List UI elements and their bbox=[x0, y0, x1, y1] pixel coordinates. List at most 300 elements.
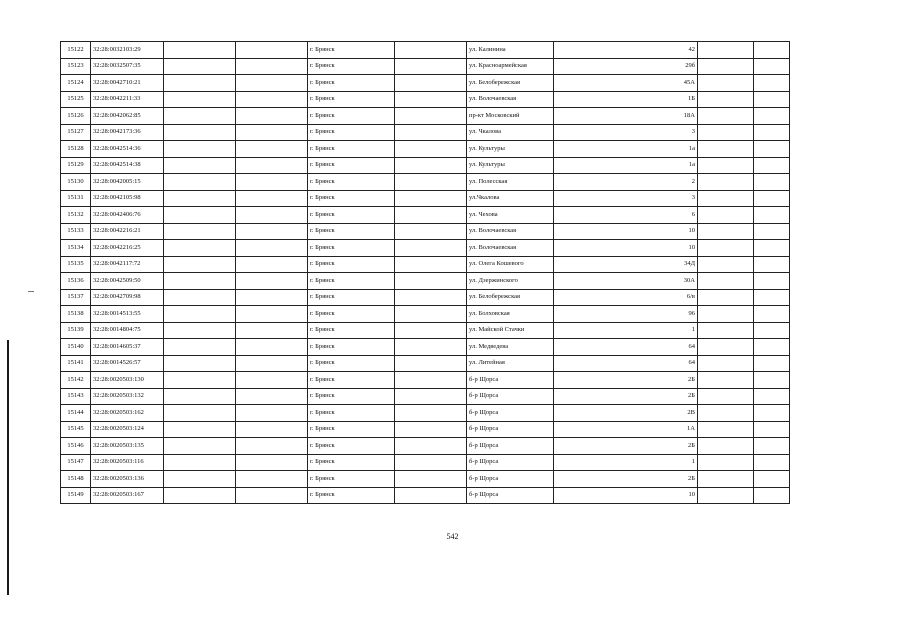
empty-cell bbox=[698, 454, 754, 471]
house-number-cell: 45А bbox=[554, 75, 698, 92]
cadastral-number-cell: 32:28:0020503:136 bbox=[91, 471, 164, 488]
cadastral-number-cell: 32:28:0020503:132 bbox=[91, 388, 164, 405]
empty-cell bbox=[164, 471, 236, 488]
empty-cell bbox=[698, 207, 754, 224]
empty-cell bbox=[164, 487, 236, 504]
city-cell: г. Брянск bbox=[308, 471, 395, 488]
street-cell: б-р Щорса bbox=[467, 471, 554, 488]
empty-cell bbox=[236, 174, 308, 191]
table-row bbox=[61, 438, 790, 455]
empty-cell bbox=[395, 256, 467, 273]
house-number-cell: 6/в bbox=[554, 289, 698, 306]
city-cell: г. Брянск bbox=[308, 124, 395, 141]
city-cell: г. Брянск bbox=[308, 454, 395, 471]
street-cell: ул. Белобережская bbox=[467, 75, 554, 92]
house-number-cell: 10 bbox=[554, 240, 698, 257]
house-number-cell: 6 bbox=[554, 207, 698, 224]
street-cell: б-р Щорса bbox=[467, 438, 554, 455]
table-row bbox=[61, 42, 790, 59]
house-number-cell: 3 bbox=[554, 124, 698, 141]
empty-cell bbox=[698, 339, 754, 356]
house-number-cell: 64 bbox=[554, 339, 698, 356]
empty-cell bbox=[395, 42, 467, 59]
empty-cell bbox=[754, 405, 790, 422]
empty-cell bbox=[236, 372, 308, 389]
city-cell: г. Брянск bbox=[308, 42, 395, 59]
city-cell: г. Брянск bbox=[308, 405, 395, 422]
empty-cell bbox=[164, 141, 236, 158]
empty-cell bbox=[236, 273, 308, 290]
cadastral-number-cell: 32:28:0020503:135 bbox=[91, 438, 164, 455]
empty-cell bbox=[754, 75, 790, 92]
city-cell: г. Брянск bbox=[308, 91, 395, 108]
empty-cell bbox=[395, 421, 467, 438]
table-row bbox=[61, 487, 790, 504]
street-cell: ул. Полесская bbox=[467, 174, 554, 191]
empty-cell bbox=[395, 108, 467, 125]
row-number-cell: 15131 bbox=[61, 190, 91, 207]
cadastral-number-cell: 32:28:0042710:21 bbox=[91, 75, 164, 92]
empty-cell bbox=[395, 339, 467, 356]
empty-cell bbox=[698, 190, 754, 207]
empty-cell bbox=[395, 355, 467, 372]
cadastral-number-cell: 32:28:0042709:98 bbox=[91, 289, 164, 306]
city-cell: г. Брянск bbox=[308, 339, 395, 356]
house-number-cell: 64 bbox=[554, 355, 698, 372]
empty-cell bbox=[164, 157, 236, 174]
empty-cell bbox=[698, 355, 754, 372]
empty-cell bbox=[698, 141, 754, 158]
empty-cell bbox=[164, 454, 236, 471]
cadastral-number-cell: 32:28:0042173:36 bbox=[91, 124, 164, 141]
scan-speck bbox=[28, 291, 34, 292]
empty-cell bbox=[164, 405, 236, 422]
empty-cell bbox=[236, 355, 308, 372]
street-cell: б-р Щорса bbox=[467, 405, 554, 422]
street-cell: ул. Дзержинского bbox=[467, 273, 554, 290]
street-cell: ул. Чехова bbox=[467, 207, 554, 224]
empty-cell bbox=[754, 421, 790, 438]
empty-cell bbox=[698, 91, 754, 108]
table-row bbox=[61, 289, 790, 306]
empty-cell bbox=[236, 421, 308, 438]
row-number-cell: 15142 bbox=[61, 372, 91, 389]
row-number-cell: 15132 bbox=[61, 207, 91, 224]
street-cell: б-р Щорса bbox=[467, 487, 554, 504]
house-number-cell: 2Б bbox=[554, 372, 698, 389]
cadastral-number-cell: 32:28:0042509:50 bbox=[91, 273, 164, 290]
empty-cell bbox=[698, 322, 754, 339]
city-cell: г. Брянск bbox=[308, 289, 395, 306]
empty-cell bbox=[164, 75, 236, 92]
empty-cell bbox=[236, 438, 308, 455]
table-row bbox=[61, 157, 790, 174]
row-number-cell: 15138 bbox=[61, 306, 91, 323]
table-row bbox=[61, 75, 790, 92]
house-number-cell: 2В bbox=[554, 405, 698, 422]
city-cell: г. Брянск bbox=[308, 141, 395, 158]
house-number-cell: 29б bbox=[554, 58, 698, 75]
empty-cell bbox=[395, 273, 467, 290]
empty-cell bbox=[754, 58, 790, 75]
empty-cell bbox=[698, 240, 754, 257]
table-row bbox=[61, 240, 790, 257]
cadastral-number-cell: 32:28:0020503:167 bbox=[91, 487, 164, 504]
row-number-cell: 15127 bbox=[61, 124, 91, 141]
empty-cell bbox=[754, 388, 790, 405]
table-row bbox=[61, 256, 790, 273]
city-cell: г. Брянск bbox=[308, 240, 395, 257]
cadastral-number-cell: 32:28:0042216:21 bbox=[91, 223, 164, 240]
city-cell: г. Брянск bbox=[308, 256, 395, 273]
house-number-cell: 42 bbox=[554, 42, 698, 59]
cadastral-number-cell: 32:28:0032103:29 bbox=[91, 42, 164, 59]
empty-cell bbox=[164, 207, 236, 224]
empty-cell bbox=[236, 339, 308, 356]
empty-cell bbox=[754, 273, 790, 290]
empty-cell bbox=[754, 240, 790, 257]
row-number-cell: 15130 bbox=[61, 174, 91, 191]
city-cell: г. Брянск bbox=[308, 388, 395, 405]
cadastral-number-cell: 32:28:0042514:38 bbox=[91, 157, 164, 174]
cadastral-number-cell: 32:28:0042216:25 bbox=[91, 240, 164, 257]
empty-cell bbox=[754, 372, 790, 389]
empty-cell bbox=[236, 223, 308, 240]
page-number: 542 bbox=[446, 532, 459, 541]
empty-cell bbox=[754, 190, 790, 207]
empty-cell bbox=[164, 108, 236, 125]
row-number-cell: 15140 bbox=[61, 339, 91, 356]
table-row bbox=[61, 58, 790, 75]
street-cell: ул. Болховская bbox=[467, 306, 554, 323]
house-number-cell: 1 bbox=[554, 322, 698, 339]
empty-cell bbox=[236, 157, 308, 174]
city-cell: г. Брянск bbox=[308, 108, 395, 125]
street-cell: ул. Культуры bbox=[467, 157, 554, 174]
empty-cell bbox=[698, 42, 754, 59]
empty-cell bbox=[395, 487, 467, 504]
empty-cell bbox=[395, 157, 467, 174]
empty-cell bbox=[164, 355, 236, 372]
table-row bbox=[61, 388, 790, 405]
empty-cell bbox=[754, 306, 790, 323]
cadastral-number-cell: 32:28:0014526:57 bbox=[91, 355, 164, 372]
empty-cell bbox=[754, 207, 790, 224]
cadastral-number-cell: 32:28:0032507:35 bbox=[91, 58, 164, 75]
table-row bbox=[61, 207, 790, 224]
street-cell: ул. Литейная bbox=[467, 355, 554, 372]
empty-cell bbox=[164, 438, 236, 455]
empty-cell bbox=[754, 322, 790, 339]
row-number-cell: 15124 bbox=[61, 75, 91, 92]
street-cell: ул.Чкалова bbox=[467, 190, 554, 207]
empty-cell bbox=[164, 174, 236, 191]
row-number-cell: 15137 bbox=[61, 289, 91, 306]
empty-cell bbox=[754, 223, 790, 240]
house-number-cell: 2Б bbox=[554, 388, 698, 405]
cadastral-number-cell: 32:28:0020503:130 bbox=[91, 372, 164, 389]
empty-cell bbox=[164, 91, 236, 108]
house-number-cell: 2 bbox=[554, 174, 698, 191]
house-number-cell: 10 bbox=[554, 223, 698, 240]
house-number-cell: 3 bbox=[554, 190, 698, 207]
empty-cell bbox=[236, 75, 308, 92]
empty-cell bbox=[164, 256, 236, 273]
city-cell: г. Брянск bbox=[308, 223, 395, 240]
empty-cell bbox=[236, 207, 308, 224]
city-cell: г. Брянск bbox=[308, 190, 395, 207]
table-row bbox=[61, 108, 790, 125]
cadastral-number-cell: 32:28:0014605:37 bbox=[91, 339, 164, 356]
empty-cell bbox=[164, 322, 236, 339]
table-row bbox=[61, 454, 790, 471]
table-row bbox=[61, 124, 790, 141]
empty-cell bbox=[164, 339, 236, 356]
empty-cell bbox=[698, 75, 754, 92]
city-cell: г. Брянск bbox=[308, 273, 395, 290]
empty-cell bbox=[164, 372, 236, 389]
empty-cell bbox=[395, 289, 467, 306]
table-row bbox=[61, 91, 790, 108]
empty-cell bbox=[164, 190, 236, 207]
row-number-cell: 15139 bbox=[61, 322, 91, 339]
house-number-cell: 10 bbox=[554, 487, 698, 504]
empty-cell bbox=[754, 42, 790, 59]
house-number-cell: 1Б bbox=[554, 91, 698, 108]
row-number-cell: 15148 bbox=[61, 471, 91, 488]
street-cell: ул. Культуры bbox=[467, 141, 554, 158]
cadastral-number-cell: 32:28:0014804:75 bbox=[91, 322, 164, 339]
table-row bbox=[61, 372, 790, 389]
street-cell: ул. Чкалова bbox=[467, 124, 554, 141]
cadastral-number-cell: 32:28:0042005:15 bbox=[91, 174, 164, 191]
empty-cell bbox=[754, 339, 790, 356]
city-cell: г. Брянск bbox=[308, 58, 395, 75]
empty-cell bbox=[395, 190, 467, 207]
empty-cell bbox=[164, 421, 236, 438]
empty-cell bbox=[395, 91, 467, 108]
empty-cell bbox=[236, 190, 308, 207]
cadastral-number-cell: 32:28:0020503:124 bbox=[91, 421, 164, 438]
row-number-cell: 15147 bbox=[61, 454, 91, 471]
empty-cell bbox=[236, 322, 308, 339]
empty-cell bbox=[395, 471, 467, 488]
empty-cell bbox=[395, 141, 467, 158]
cadastral-number-cell: 32:28:0042105:98 bbox=[91, 190, 164, 207]
table-row bbox=[61, 339, 790, 356]
table-row bbox=[61, 223, 790, 240]
row-number-cell: 15134 bbox=[61, 240, 91, 257]
street-cell: ул. Волочаевская bbox=[467, 91, 554, 108]
empty-cell bbox=[698, 289, 754, 306]
empty-cell bbox=[754, 174, 790, 191]
house-number-cell: 96 bbox=[554, 306, 698, 323]
empty-cell bbox=[236, 388, 308, 405]
empty-cell bbox=[754, 471, 790, 488]
city-cell: г. Брянск bbox=[308, 355, 395, 372]
table-row bbox=[61, 190, 790, 207]
table-row bbox=[61, 174, 790, 191]
empty-cell bbox=[395, 454, 467, 471]
empty-cell bbox=[698, 157, 754, 174]
empty-cell bbox=[698, 174, 754, 191]
cadastral-number-cell: 32:28:0042062:85 bbox=[91, 108, 164, 125]
street-cell: ул. Белобережская bbox=[467, 289, 554, 306]
empty-cell bbox=[164, 58, 236, 75]
empty-cell bbox=[754, 157, 790, 174]
cadastral-number-cell: 32:28:0042117:72 bbox=[91, 256, 164, 273]
property-registry-table bbox=[60, 41, 790, 504]
empty-cell bbox=[236, 42, 308, 59]
table-row bbox=[61, 322, 790, 339]
row-number-cell: 15133 bbox=[61, 223, 91, 240]
city-cell: г. Брянск bbox=[308, 75, 395, 92]
empty-cell bbox=[698, 306, 754, 323]
empty-cell bbox=[236, 487, 308, 504]
city-cell: г. Брянск bbox=[308, 438, 395, 455]
empty-cell bbox=[395, 124, 467, 141]
empty-cell bbox=[698, 438, 754, 455]
row-number-cell: 15136 bbox=[61, 273, 91, 290]
empty-cell bbox=[395, 207, 467, 224]
street-cell: б-р Щорса bbox=[467, 454, 554, 471]
empty-cell bbox=[164, 124, 236, 141]
street-cell: ул. Красноармейская bbox=[467, 58, 554, 75]
empty-cell bbox=[236, 256, 308, 273]
cadastral-number-cell: 32:28:0014513:55 bbox=[91, 306, 164, 323]
empty-cell bbox=[164, 388, 236, 405]
empty-cell bbox=[236, 124, 308, 141]
empty-cell bbox=[698, 124, 754, 141]
empty-cell bbox=[236, 240, 308, 257]
empty-cell bbox=[698, 405, 754, 422]
empty-cell bbox=[395, 75, 467, 92]
empty-cell bbox=[698, 223, 754, 240]
scan-edge-mark bbox=[7, 340, 9, 595]
empty-cell bbox=[395, 388, 467, 405]
table-row bbox=[61, 306, 790, 323]
row-number-cell: 15129 bbox=[61, 157, 91, 174]
street-cell: ул. Калинина bbox=[467, 42, 554, 59]
house-number-cell: 1а bbox=[554, 157, 698, 174]
empty-cell bbox=[698, 388, 754, 405]
table-row bbox=[61, 421, 790, 438]
row-number-cell: 15126 bbox=[61, 108, 91, 125]
empty-cell bbox=[754, 454, 790, 471]
empty-cell bbox=[395, 240, 467, 257]
row-number-cell: 15143 bbox=[61, 388, 91, 405]
city-cell: г. Брянск bbox=[308, 207, 395, 224]
city-cell: г. Брянск bbox=[308, 306, 395, 323]
house-number-cell: 1а bbox=[554, 141, 698, 158]
street-cell: ул. Волочаевская bbox=[467, 240, 554, 257]
city-cell: г. Брянск bbox=[308, 372, 395, 389]
row-number-cell: 15128 bbox=[61, 141, 91, 158]
cadastral-number-cell: 32:28:0042406:76 bbox=[91, 207, 164, 224]
empty-cell bbox=[236, 289, 308, 306]
row-number-cell: 15149 bbox=[61, 487, 91, 504]
street-cell: б-р Щорса bbox=[467, 388, 554, 405]
house-number-cell: 18А bbox=[554, 108, 698, 125]
street-cell: ул. Майской Стачки bbox=[467, 322, 554, 339]
empty-cell bbox=[698, 421, 754, 438]
empty-cell bbox=[236, 454, 308, 471]
empty-cell bbox=[395, 174, 467, 191]
empty-cell bbox=[164, 289, 236, 306]
empty-cell bbox=[395, 438, 467, 455]
empty-cell bbox=[236, 306, 308, 323]
street-cell: ул. Волочаевская bbox=[467, 223, 554, 240]
empty-cell bbox=[754, 487, 790, 504]
row-number-cell: 15144 bbox=[61, 405, 91, 422]
row-number-cell: 15123 bbox=[61, 58, 91, 75]
city-cell: г. Брянск bbox=[308, 421, 395, 438]
street-cell: ул. Медведева bbox=[467, 339, 554, 356]
street-cell: пр-кт Московский bbox=[467, 108, 554, 125]
cadastral-number-cell: 32:28:0020503:162 bbox=[91, 405, 164, 422]
empty-cell bbox=[754, 91, 790, 108]
house-number-cell: 1А bbox=[554, 421, 698, 438]
empty-cell bbox=[698, 273, 754, 290]
empty-cell bbox=[698, 58, 754, 75]
empty-cell bbox=[164, 42, 236, 59]
table-row bbox=[61, 273, 790, 290]
street-cell: б-р Щорса bbox=[467, 372, 554, 389]
empty-cell bbox=[236, 405, 308, 422]
table-row bbox=[61, 355, 790, 372]
empty-cell bbox=[164, 273, 236, 290]
empty-cell bbox=[395, 372, 467, 389]
row-number-cell: 15122 bbox=[61, 42, 91, 59]
row-number-cell: 15125 bbox=[61, 91, 91, 108]
table-row bbox=[61, 471, 790, 488]
empty-cell bbox=[395, 405, 467, 422]
empty-cell bbox=[698, 256, 754, 273]
empty-cell bbox=[236, 58, 308, 75]
empty-cell bbox=[754, 355, 790, 372]
cadastral-number-cell: 32:28:0042211:33 bbox=[91, 91, 164, 108]
city-cell: г. Брянск bbox=[308, 157, 395, 174]
empty-cell bbox=[754, 124, 790, 141]
cadastral-number-cell: 32:28:0042514:36 bbox=[91, 141, 164, 158]
empty-cell bbox=[236, 91, 308, 108]
empty-cell bbox=[164, 306, 236, 323]
street-cell: б-р Щорса bbox=[467, 421, 554, 438]
empty-cell bbox=[698, 471, 754, 488]
empty-cell bbox=[164, 240, 236, 257]
house-number-cell: 1 bbox=[554, 454, 698, 471]
empty-cell bbox=[754, 141, 790, 158]
table-row bbox=[61, 141, 790, 158]
empty-cell bbox=[698, 487, 754, 504]
row-number-cell: 15135 bbox=[61, 256, 91, 273]
empty-cell bbox=[395, 223, 467, 240]
empty-cell bbox=[395, 306, 467, 323]
empty-cell bbox=[754, 289, 790, 306]
house-number-cell: 2Б bbox=[554, 438, 698, 455]
empty-cell bbox=[164, 223, 236, 240]
registry-body bbox=[61, 42, 790, 504]
empty-cell bbox=[236, 108, 308, 125]
empty-cell bbox=[754, 108, 790, 125]
empty-cell bbox=[395, 58, 467, 75]
city-cell: г. Брянск bbox=[308, 487, 395, 504]
row-number-cell: 15146 bbox=[61, 438, 91, 455]
city-cell: г. Брянск bbox=[308, 322, 395, 339]
empty-cell bbox=[236, 141, 308, 158]
city-cell: г. Брянск bbox=[308, 174, 395, 191]
empty-cell bbox=[395, 322, 467, 339]
